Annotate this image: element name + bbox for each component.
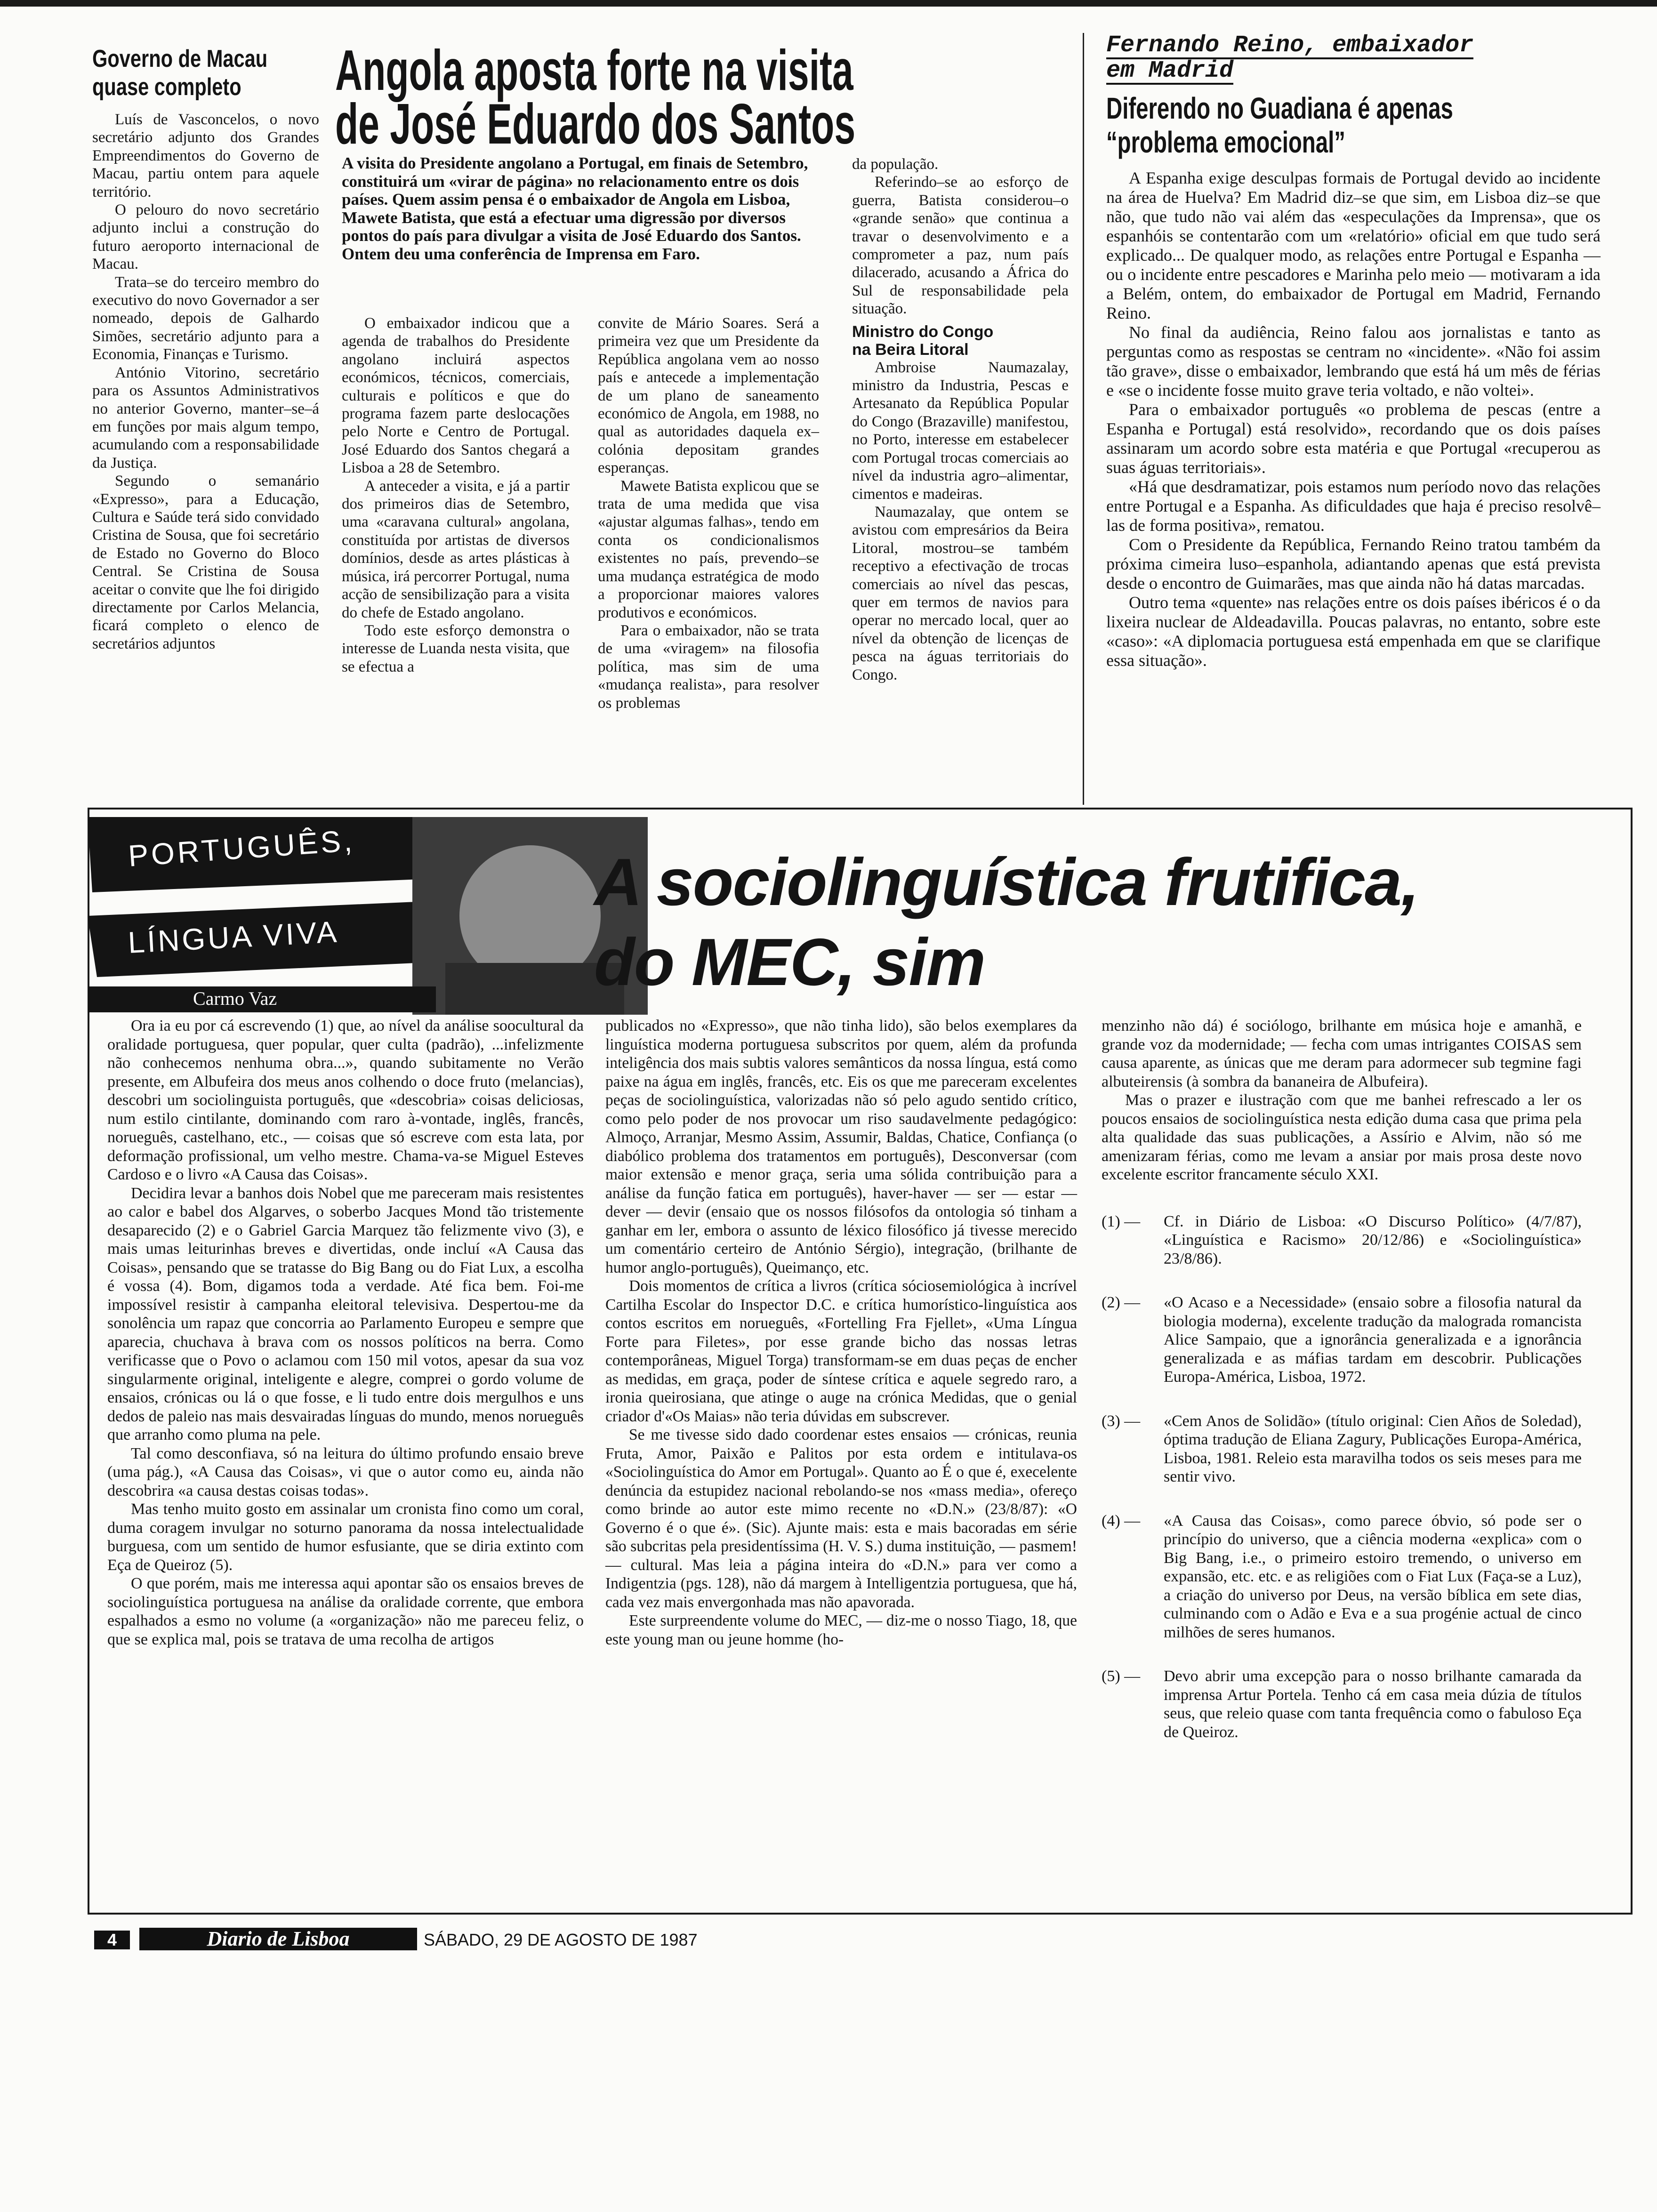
congo-subhead — [852, 323, 1069, 359]
column-headline-line2: do MEC, sim — [594, 925, 985, 1000]
footnote — [1102, 1512, 1582, 1642]
angola-paragraph: A anteceder a visita, e já a partir dos primeiros dias de Setembro, uma «caravana cultural» angolana, constituída por artistas de diversos domínios, desde as artes plásticas à música, irá percorrer Portugal, numa acção de sensibilização para a visita do chefe de Estado angolano. — [342, 477, 570, 621]
page-number: 4 — [94, 1931, 130, 1949]
guadiana-paragraph: «Há que desdramatizar, pois estamos num período novo das relações entre Portugal e a Espanha. As dificuldades que haja é preciso resolvê–las de forma positiva», rematou. — [1106, 477, 1601, 535]
column-rule — [1083, 33, 1084, 805]
footnote-text: Cf. in Diário de Lisboa: «O Discurso Político» (4/7/87), «Linguística e Racismo» 20/12/86) e «Sociolinguística» 23/8/86). — [1164, 1212, 1582, 1267]
footnote-number: (3) — — [1102, 1412, 1141, 1430]
macau-paragraph: O pelouro do novo secretário adjunto inclui a construção do futuro aeroporto internacional de Macau. — [92, 201, 319, 273]
guadiana-body — [1106, 168, 1601, 670]
guadiana-headline — [1106, 91, 1472, 159]
angola-paragraph: convite de Mário Soares. Será a primeira vez que um Presidente da República angolana vem ao nosso país e antecede a implementação de um plano de saneamento económico de Angola, em 1988, no qual as autoridades daquela ex–colónia depositam grandes esperanças. — [598, 315, 819, 477]
footnote-text: «Cem Anos de Solidão» (título original: Cien Años de Soledad), óptima tradução de Eliana Zagury, Publicações Europa-América, Lisboa, 1981. Releio esta maravilha todos os seis meses para me sentir vivo. — [1164, 1412, 1582, 1485]
column-headline — [594, 842, 1418, 1002]
macau-paragraph: Luís de Vasconcelos, o novo secretário adjunto dos Grandes Empreendimentos do Governo de Macau, partiu ontem para aquele território. — [92, 111, 319, 200]
column-paragraph: O que porém, mais me interessa aqui apontar são os ensaios breves de sociolinguística portuguesa na análise da oralidade corrente, que embora espalhados a esmo no volume (a «organização» não me pareceu feliz, o que se explica mal, pois se tratava de uma recolha de artigos — [107, 1575, 584, 1648]
angola-column-2 — [598, 314, 819, 712]
column-text-3 — [1102, 1017, 1582, 1767]
angola-column-3 — [852, 155, 1069, 684]
congo-subhead-line2: na Beira Litoral — [852, 340, 969, 359]
guadiana-kicker — [1106, 34, 1601, 85]
macau-headline-line1: Governo de Macau — [92, 45, 268, 72]
angola-column-1 — [342, 314, 570, 676]
column-headline-line1: A sociolinguística frutifica, — [594, 845, 1419, 920]
column-paragraph: Mas tenho muito gosto em assinalar um cronista fino como um coral, duma coragem invulgar no soturno panorama da nossa intelectualidade burguesa, com um sentido de humor esfusiante, que se diria extinto com Eça de Queiroz (5). — [107, 1500, 584, 1574]
footnote-number: (1) — — [1102, 1212, 1141, 1230]
guadiana-kicker-line2: em Madrid — [1106, 57, 1234, 84]
macau-paragraph: Trata–se do terceiro membro do executivo do novo Governador a ser nomeado, depois de Galhardo Simões, secretário adjunto para a Economia, Finanças e Turismo. — [92, 273, 319, 363]
guadiana-paragraph: Para o embaixador português «o problema de pescas (entre a Espanha e Portugal) está resolvido», recordando que os dois países assinaram um acordo sobre esta matéria e que Portugal «recuperou as suas águas territoriais». — [1106, 400, 1601, 477]
column-paragraph: menzinho não dá) é sociólogo, brilhante em música hoje e amanhã, e grande voz da modernidade; — fecha com umas intrigantes COISAS sem causa aparente, as únicas que me deram para adormecer sub tegmine fagi albuteirensis (à sombra da bananeira de Albufeira). — [1102, 1017, 1582, 1090]
angola-paragraph: Referindo–se ao esforço de guerra, Batista considerou–o «grande senão» que continua a travar o desenvolvimento e a comprometer a paz, num país dilacerado, acusando a África do Sul de responsabilidade pela situação. — [852, 174, 1069, 318]
macau-article — [92, 45, 319, 653]
macau-paragraph: António Vitorino, secretário para os Assuntos Administrativos no anterior Governo, manter–se–á em funções por mais algum tempo, acumulando com a responsabilidade da Justiça. — [92, 364, 319, 472]
macau-paragraph: Segundo o semanário «Expresso», para a Educação, Cultura e Saúde terá sido convidado Cristina de Sousa, que foi secretário de Estado no Governo do Bloco Central. Se Cristina de Sousa aceitar o convite que lhe foi dirigido directamente por Carlos Melancia, ficará completo o elenco de secretários adjuntos — [92, 473, 319, 652]
angola-headline-line1: Angola aposta forte na visita — [335, 38, 853, 102]
footnotes — [1102, 1212, 1582, 1742]
guadiana-paragraph: No final da audiência, Reino falou aos jornalistas e tanto as perguntas como as respostas se centram no «incidente». «Não foi assim tão grave», disse o embaixador, lembrando que está há um mês de férias e «se o incidente fosse muito grave teria voltado, e não voltei». — [1106, 323, 1601, 400]
angola-paragraph: da população. — [852, 156, 939, 173]
angola-lead: A visita do Presidente angolano a Portugal, em finais de Setembro, constituirá um «virar de página» no relacionamento entre os dois países. Quem assim pensa é o embaixador de Angola em Lisboa, Mawete Batista, que está a efectuar uma digressão por diversos pontos do país para divulgar a visita de José Eduardo dos Santos. Ontem deu uma conferência de Imprensa em Faro. — [342, 154, 808, 263]
column-paragraph: Se me tivesse sido dado coordenar estes ensaios — crónicas, reunia Fruta, Amor, Paixão e Palitos por esta ordem e intitulava-os «Sociolinguística do Amor em Portugal». Quanto ao É o que é, execelente denúncia da estupidez nacional rebolando-se nos «mass media», ofereço como brinde ao autor este mimo recente no «D.N.» (23/8/87): «O Governo é o que é». (Sic). Ajunte mais: esta e mais bacoradas em série são subcritas pela presidentíssima (H. V. S.) duma instituição, — pasmem! — cultural. Mas leia a página inteira do «D.N.» para ver como a Indigentzia (pgs. 128), não dá margem à Intelligentzia portuguesa, que há, cada vez mais envergonhada mas não apavorada. — [605, 1426, 1077, 1611]
angola-headline — [335, 38, 856, 156]
guadiana-headline-line2: “problema emocional” — [1106, 125, 1345, 159]
footnote-number: (2) — — [1102, 1294, 1141, 1311]
guadiana-paragraph: Outro tema «quente» nas relações entre os dois países ibéricos é o da lixeira nuclear de Aldeadavilla. Poucas palavras, no entanto, sobre este «caso»: «A diplomacia portuguesa está empenhada em que se clarifique essa situação». — [1106, 593, 1601, 670]
footnote — [1102, 1293, 1582, 1387]
footnote-text: Devo abrir uma excepção para o nosso brilhante camarada da imprensa Artur Portela. Tenho cá em casa meia dúzia de títulos seus, que releio quase com tanta frequência como o fabuloso Eça de Queiroz. — [1164, 1667, 1582, 1741]
angola-paragraph: Para o embaixador, não se trata de uma «viragem» na filosofia política, mas sim de uma «mudança realista», para resolver os problemas — [598, 622, 819, 712]
angola-headline-line2: de José Eduardo dos Santos — [335, 92, 856, 156]
column-paragraph: publicados no «Expresso», que não tinha lido), são belos exemplares da linguística moderna portuguesa subscritos por quem, além da profunda inteligência dos mais subtis valores semânticos da nossa língua, está como paixe na água em inglês, francês, etc. Eis os que me pareceram excelentes peças de sociolinguística, valorizadas não só pelo agudo sentido crítico, como pelo poder de nos provocar um riso saudavelmente pedagógico: Almoço, Arranjar, Mesmo Assim, Assumir, Baldas, Chatice, Confiança (o diabólico problema dos tratamentos em português), Desconversar (com maior extensão e menor graça, seria uma sólida contribuição para a análise da função fatica em português), haver-haver — ser — estar — dever — devir (ensaio que os nossos filósofos da ontologia só tinham a ganhar em ler, embora o assunto de léxico filosófico já tivesse merecido um comentário certeiro de António Sérgio), integração, (brilhante de humor anglo-português), Queimanço, etc. — [605, 1017, 1077, 1276]
issue-date: SÁBADO, 29 DE AGOSTO DE 1987 — [424, 1930, 698, 1949]
masthead-logo: Diario de Lisboa — [139, 1928, 417, 1950]
banner-title-top: PORTUGUÊS, — [127, 823, 356, 873]
column-byline: Carmo Vaz — [193, 988, 277, 1009]
footnote — [1102, 1412, 1582, 1486]
angola-paragraph: Naumazalay, que ontem se avistou com empresários da Beira Litoral, mostrou–se também receptivo a efectivação de trocas comerciais ao nível das pescas, quer em termos de navios para operar no mercado local, quer ao nível da obtenção de licenças de pesca na águas territoriais do Congo. — [852, 503, 1069, 683]
guadiana-paragraph: A Espanha exige desculpas formais de Portugal devido ao incidente na área de Huelva? Em Madrid diz–se que sim, em Lisboa diz–se que não, que tudo não vai além das «especulações da Imprensa», que os espanhóis se contentarão com um «relatório» oficial em que tudo será explicado... De qualquer modo, as relações entre Portugal e Espanha — ou o incidente entre pescadores e Marinha pelo meio — motivaram a ida a Belém, ontem, do embaixador de Portugal em Madrid, Fernando Reino. — [1106, 168, 1601, 322]
top-border — [0, 0, 1657, 7]
banner-title-bottom: LÍNGUA VIVA — [127, 914, 340, 960]
footnote-text: «O Acaso e a Necessidade» (ensaio sobre a filosofia natural da biologia moderna), excelente tradução da malograda romancista Alice Sampaio, que a ignorância generalizada e a ignorância generalizada e as máfias tardam em descobrir. Publicações Europa-América, Lisboa, 1972. — [1164, 1294, 1582, 1386]
footnote — [1102, 1212, 1582, 1268]
column-paragraph: Este surpreendente volume do MEC, — diz-me o nosso Tiago, 18, que este young man ou jeune homme (ho- — [605, 1612, 1077, 1648]
column-paragraph: Tal como desconfiava, só na leitura do último profundo ensaio breve (uma pág.), «A Causa das Coisas», vi que o autor como eu, ainda não descobrira «a causa destas coisas todas». — [107, 1444, 584, 1499]
angola-paragraph: Mawete Batista explicou que se trata de uma medida que visa «ajustar algumas falhas», tendo em conta os condicionalismos existentes no país, prevendo–se uma mudança estratégica de modo a proporcionar maiores valores produtivos e económicos. — [598, 477, 819, 621]
column-text-3-body — [1102, 1017, 1582, 1184]
angola-paragraph: Todo este esforço demonstra o interesse de Luanda nesta visita, que se efectua a — [342, 622, 570, 675]
guadiana-headline-line1: Diferendo no Guadiana é apenas — [1106, 91, 1453, 125]
macau-body — [92, 111, 319, 653]
column-text-1 — [107, 1017, 584, 1649]
column-paragraph: Dois momentos de crítica a livros (crítica sóciosemiológica à incrível Cartilha Escolar do Inspector D.C. e crítica humorístico-linguística aos contos escritos em norueguês, «Fortelling Fra Fjellet», «Uma Língua Forte para Filetes», por esse grande bicho das nossas letras contemporâneas, Miguel Torga) transformam-se em duas peças de encher as medidas, em graça, poder de síntese crítica e aquele segredo raro, a ironia queirosiana, que atinge o auge na crónica Medidas, que o genial criador d'«Os Maias» não teria dúvidas em subscrever. — [605, 1277, 1077, 1425]
macau-headline — [92, 45, 318, 101]
column-paragraph: Mas o prazer e ilustração com que me banhei refrescado a ler os poucos ensaios de sociolinguística nesta edição duma casa que prima pela alta qualidade das suas publicações, a Assírio e Alvim, não só me amenizaram férias, como me levam a ansiar por mais prosa deste novo excelente escritor francamente século XXI. — [1102, 1091, 1582, 1183]
column-paragraph: Decidira levar a banhos dois Nobel que me pareceram mais resistentes ao calor e babel dos Algarves, o soberbo Jacques Mond tão tristemente desaparecido (2) e o Gabriel Garcia Marquez tão felizmente vivo (3), e mais umas leiturinhas breves e divertidas, onde incluí «A Causa das Coisas», pensando que se tratasse do Big Bang ou do Fiat Lux, a escolha é vossa (4). Bom, digamos toda a verdade. Até fica bem. Foi-me impossível resistir à campanha eleitoral televisiva. Despertou-me da sonolência um rapaz que concorria ao Parlamento Europeu e sempre que aparecia, chuchava à brava com os nossos políticos na berra. Como verificasse que o Povo o aclamou com 150 mil votos, apesar da sua voz singularmente original, inteligente e alegre, comprei o gordo volume de ensaios, crónicas ou lá o que fosse, e li tudo entre dois mergulhos e uns dedos de paleio nas mais desvairadas línguas do mundo, menos norueguês que arranho como pluma na pele. — [107, 1184, 584, 1443]
angola-paragraph: Ambroise Naumazalay, ministro da Industria, Pescas e Artesanato da República Popular do Congo (Brazaville) manifestou, no Porto, interesse em estabelecer com Portugal trocas comerciais ao nível da industria agro–alimentar, cimentos e madeiras. — [852, 359, 1069, 503]
macau-headline-line2: quase completo — [92, 73, 241, 101]
guadiana-kicker-line1: Fernando Reino, embaixador — [1106, 32, 1474, 59]
footnote-number: (4) — — [1102, 1512, 1141, 1530]
footnote-text: «A Causa das Coisas», como parece óbvio, só pode ser o princípio do universo, que a ciência moderna «explica» com o Big Bang, i.e., o primeiro estoiro tremendo, o universo em expansão, etc. etc. e as religiões com o Fiat Lux (Faça-se a Luz), a criação do universo por Deus, na versão bíblica em sete dias, culminando com o Adão e Eva e a sua progénie actual de cinco milhões de seres humanos. — [1164, 1512, 1582, 1641]
column-paragraph: Ora ia eu por cá escrevendo (1) que, ao nível da análise soocultural da oralidade portuguesa, quer popular, quer culta (padrão), ...infelizmente não conhecemos nenhuma obra...», quando subitamente no Verão presente, em Albufeira dos meus anos colhendo o doce fruto (melancias), descobri um sociolinguista português, que «descobria» coisas deliciosas, num estilo cintilante, dominando com raro à-vontade, inglês, francês, norueguês, castelhano, etc., — coisas que só escreve com esta lata, por deformação profissional, um velho mestre. Chama-va-se Miguel Esteves Cardoso e o livro «A Causa das Coisas». — [107, 1017, 584, 1183]
footnote-number: (5) — — [1102, 1667, 1141, 1685]
guadiana-article — [1106, 34, 1601, 670]
column-text-2 — [605, 1017, 1077, 1649]
congo-subhead-line1: Ministro do Congo — [852, 322, 994, 341]
guadiana-paragraph: Com o Presidente da República, Fernando Reino tratou também da próxima cimeira luso–espanhola, adiantando apenas que está prevista desde o encontro de Guimarães, mas que ainda não há datas marcadas. — [1106, 535, 1601, 593]
footnote — [1102, 1667, 1582, 1741]
angola-paragraph: O embaixador indicou que a agenda de trabalhos do Presidente angolano incluirá aspectos económicos, técnicos, comerciais, culturais e políticos e que do programa fazem parte deslocações pelo Norte e Centro de Portugal. José Eduardo dos Santos chegará a Lisboa a 28 de Setembro. — [342, 315, 570, 477]
